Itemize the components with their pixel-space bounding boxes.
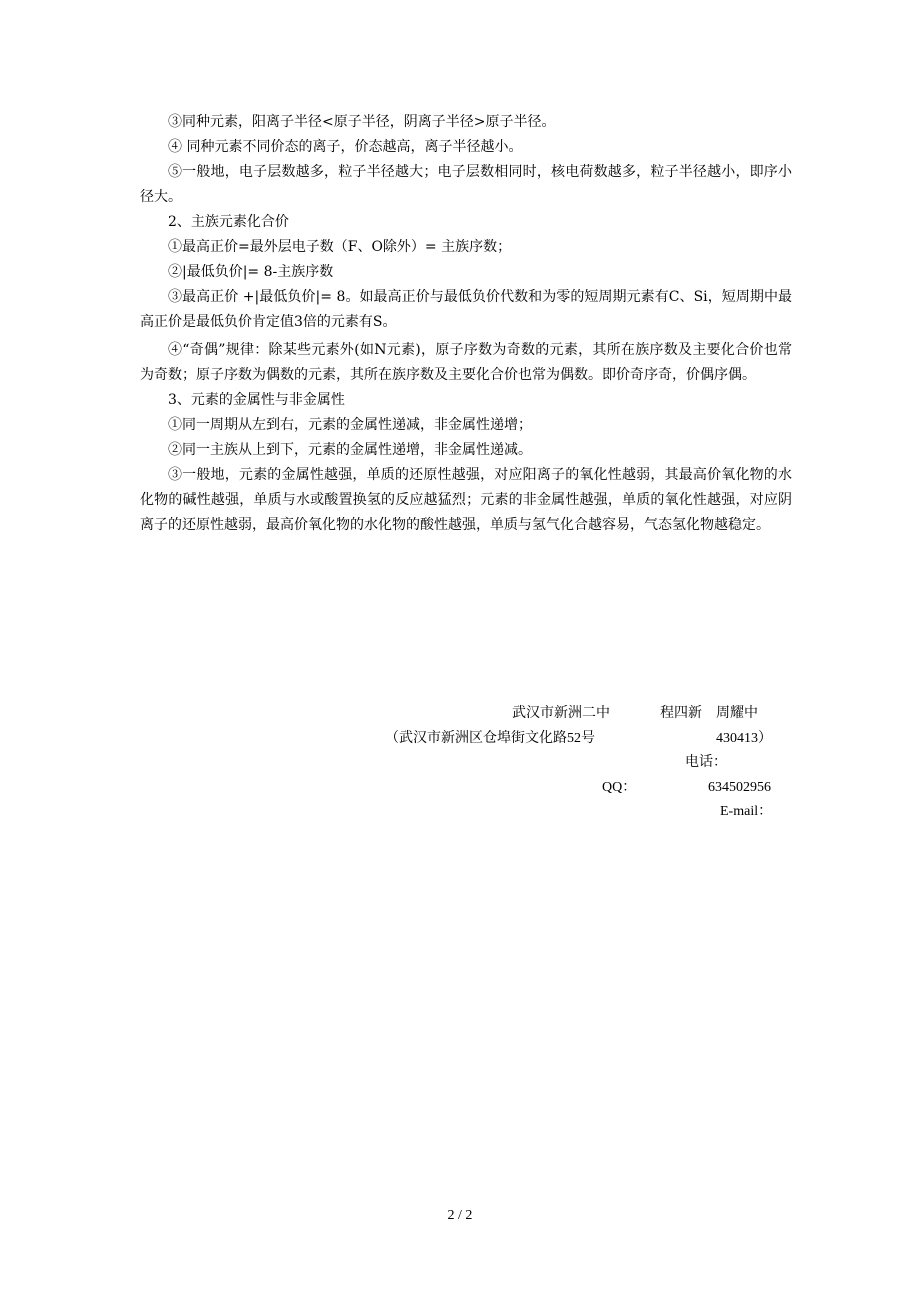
footer-qq-label: QQ： <box>602 780 637 795</box>
paragraph: ④“奇偶”规律：除某些元素外(如N元素)，原子序数为奇数的元素，其所在族序数及主要化合价也常为奇数；原子序数为偶数的元素，其所在族序数及主要化合价也常为偶数。即价奇序奇，价偶序偶。 <box>140 342 792 383</box>
page-number: 2 / 2 <box>447 1208 473 1223</box>
document-body <box>140 110 792 538</box>
footer-authors: 程四新 周耀中 <box>660 706 758 721</box>
paragraph: ①最高正价=最外层电子数（F、O除外）= 主族序数； <box>168 239 512 255</box>
paragraph: ②同一主族从上到下，元素的金属性递增，非金属性递减。 <box>168 442 532 458</box>
paragraph: ⑤一般地，电子层数越多，粒子半径越大；电子层数相同时，核电荷数越多，粒子半径越小，即序小径大。 <box>140 164 792 205</box>
paragraph: ③同种元素，阳离子半径<原子半径，阴离子半径>原子半径。 <box>168 114 556 130</box>
paragraph: ③最高正价 +|最低负价|= 8。如最高正价与最低负价代数和为零的短周期元素有C、Si，短周期中最高正价是最低负价肯定值3倍的元素有S。 <box>140 289 792 330</box>
paragraph: ④ 同种元素不同价态的离子，价态越高，离子半径越小。 <box>168 139 523 155</box>
paragraph: ③一般地，元素的金属性越强，单质的还原性越强，对应阳离子的氧化性越弱，其最高价氧化物的水化物的碱性越强，单质与水或酸置换氢的反应越猛烈；元素的非金属性越强，单质的氧化性越强，对应阴离子的还原性越弱，最高价氧化物的水化物的酸性越强，单质与氢气化合越容易，气态氢化物越稳定。 <box>140 467 792 533</box>
section-heading: 3、元素的金属性与非金属性 <box>168 392 345 408</box>
footer-qq-value: 634502956 <box>708 780 771 795</box>
footer-zip: 430413） <box>716 731 772 746</box>
paragraph: ①同一周期从左到右，元素的金属性递减，非金属性递增； <box>168 417 532 433</box>
footer-address: （武汉市新洲区仓埠街文化路52号 <box>385 731 595 746</box>
footer-school: 武汉市新洲二中 <box>512 706 610 721</box>
paragraph: ②|最低负价|= 8-主族序数 <box>168 264 334 280</box>
section-heading: 2、主族元素化合价 <box>168 214 289 230</box>
footer-phone-label: 电话： <box>685 755 727 770</box>
footer-email-label: E-mail： <box>720 804 773 819</box>
